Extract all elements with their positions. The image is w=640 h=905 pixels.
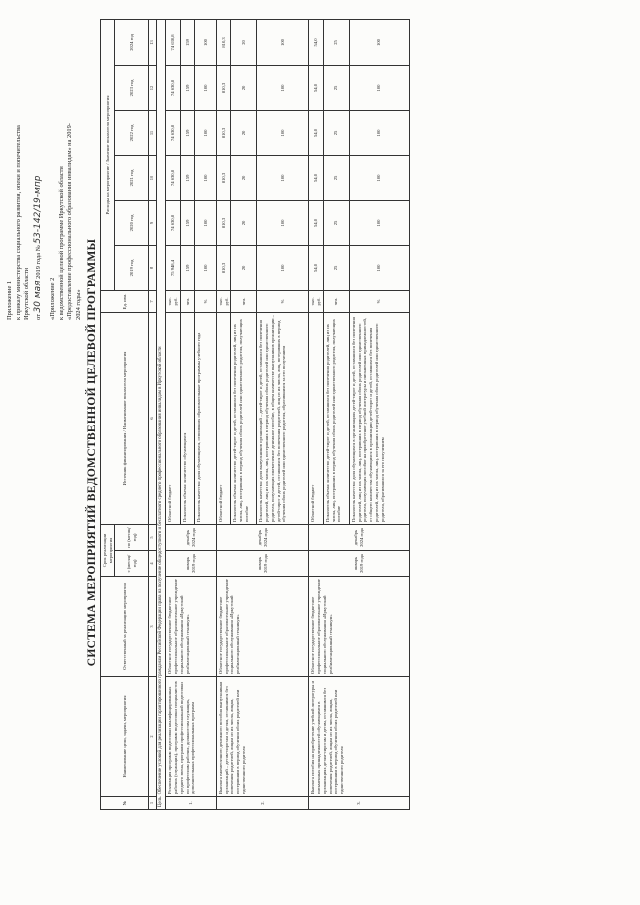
indicator-value: 810,3 — [216, 111, 230, 156]
handwritten-date: 30 мая — [32, 280, 43, 313]
appendix-line: 2024 годы» — [74, 289, 82, 320]
responsible-org: Областное государственное бюджетное профессиональное образовательное учреждение социального обслуживания «Иркутский реабилитационный техникум» — [166, 577, 216, 677]
appendix-header — [6, 20, 84, 320]
indicator-value: 74 630,8 — [166, 66, 180, 111]
header-source: Источник финансирования / Наименование показателя мероприятия — [101, 313, 149, 525]
header-year: 2021 год — [115, 156, 149, 201]
indicator-value: 100 — [194, 201, 216, 246]
appendix-line: Иркутской области — [23, 267, 31, 320]
indicator-value: 159 — [180, 66, 194, 111]
indicator-value: 100 — [257, 19, 309, 65]
appendix-line: «Предоставление профессионального образования инвалидам» на 2019- — [66, 123, 74, 320]
handwritten-number: 53-142/19-мпр — [32, 175, 43, 244]
indicator-value: 810,3 — [216, 201, 230, 246]
indicator-source: Показатель качества: доля обучающихся, освоивших образовательные программы учебного года — [194, 313, 216, 525]
indicator-unit: чел. — [180, 291, 194, 313]
header-term: Срок реализации мероприятия — [101, 525, 115, 577]
indicator-value: 100 — [194, 111, 216, 156]
indicator-value: 100 — [349, 156, 409, 201]
measure-name: Реализация программ подготовки квалифицированных рабочих (служащих), программ подготовки специалистов среднего звена, программ профессиональной подготовки по профессиям рабочих, должностям служащих, дополнительных профессиональных программ — [166, 677, 216, 797]
responsible-org: Областное государственное бюджетное профессиональное образовательное учреждение социального обслуживания «Иркутский реабилитационный техникум» — [309, 577, 409, 677]
indicator-value: 20 — [231, 111, 257, 156]
indicator-unit: % — [194, 291, 216, 313]
indicator-value: 810,3 — [216, 246, 230, 291]
term-from: январь 2019 года — [309, 551, 409, 577]
appendix-line: Приложение 1 — [6, 280, 13, 320]
header-term-to: по (месяц/год) — [115, 525, 149, 551]
indicator-source: Показатель объема: количество детей-сирот и детей, оставшихся без попечения родителей, лиц из их числа, лиц, потерявших в период обучения обоих родителей или единственного родителя, получающих пособие — [231, 313, 257, 525]
indicator-value: 810,3 — [216, 66, 230, 111]
appendix-line: к ведомственной целевой программе Иркутской области — [57, 166, 65, 320]
indicator-source: Областной бюджет — [216, 313, 230, 525]
indicator-value: 159 — [180, 246, 194, 291]
header-no: № — [101, 797, 149, 810]
term-to: декабрь 2024 года — [166, 525, 216, 551]
column-numbers-row — [149, 19, 157, 809]
indicator-value: 100 — [194, 19, 216, 65]
column-number: 8 — [149, 246, 157, 291]
date-prefix: от — [34, 314, 42, 320]
indicator-value: 159 — [180, 156, 194, 201]
indicator-unit: тыс. руб. — [309, 291, 323, 313]
header-expenses: Расходы на мероприятие / Значение показателя мероприятия — [101, 19, 115, 290]
indicator-source: Областной бюджет — [309, 313, 323, 525]
indicator-unit: % — [349, 291, 409, 313]
column-number: 7 — [149, 291, 157, 313]
indicator-value: 100 — [349, 201, 409, 246]
indicator-source: Показатель объема: количество детей-сирот и детей, оставшихся без попечения родителей, лиц из их числа, лиц, потерявших в период обучения обоих родителей или единственного родителя, получающих пособие — [323, 313, 349, 525]
indicator-source: Показатель объема: количество обучающихся — [180, 313, 194, 525]
table-row — [309, 19, 323, 809]
term-from: январь 2019 года — [166, 551, 216, 577]
indicator-value: 74 630,8 — [166, 156, 180, 201]
indicator-value: 100 — [194, 66, 216, 111]
goal-text: Цель. Обеспечение условий для реализации гарантированного гражданам Российской Федерации права на получение общедоступного и бесплатного среднего профессионального образования инвалидам в Иркутской области — [157, 19, 166, 809]
goal-row — [157, 19, 166, 809]
appendix-line: «Приложение 2 — [49, 277, 57, 320]
indicator-value: 54,0 — [309, 111, 323, 156]
column-number: 13 — [149, 19, 157, 65]
indicator-value: 100 — [194, 156, 216, 201]
indicator-value: 100 — [349, 19, 409, 65]
indicator-value: 20 — [231, 156, 257, 201]
header-year: 2023 год — [115, 66, 149, 111]
indicator-value: 810,3 — [216, 156, 230, 201]
indicator-value: 75 948,4 — [166, 246, 180, 291]
indicator-unit: тыс. руб. — [216, 291, 230, 313]
indicator-value: 54,0 — [309, 201, 323, 246]
indicator-value: 100 — [257, 111, 309, 156]
indicator-value: 100 — [194, 246, 216, 291]
indicator-value: 159 — [180, 19, 194, 65]
appendix-date-line — [32, 20, 44, 320]
indicator-value: 100 — [257, 66, 309, 111]
indicator-source: Показатель качества: доля выпускников организаций – детей-сирот и детей, оставшихся без попечения родителей, лиц из их числа, лиц, потерявших в период обучения обоих родителей или единственного родителя, получающих ежемесячное денежное пособие, в общем количестве выпускников организации – детей-сирот и детей, оставшихся без попечения родителей, лиц из их числа, лиц, потерявших в период обучения обоих родителей или единственного родителя, обратившихся за его получением — [257, 313, 309, 525]
indicator-value: 74 630,8 — [166, 201, 180, 246]
header-year: 2022 год — [115, 111, 149, 156]
column-number: 9 — [149, 201, 157, 246]
indicator-value: 159 — [180, 111, 194, 156]
column-number: 5 — [149, 525, 157, 551]
indicator-value: 25 — [323, 156, 349, 201]
indicator-value: 54,0 — [309, 19, 323, 65]
indicator-value: 25 — [323, 66, 349, 111]
header-term-from: с (месяц/год) — [115, 551, 149, 577]
column-number: 11 — [149, 111, 157, 156]
indicator-value: 100 — [349, 111, 409, 156]
indicator-value: 20 — [231, 201, 257, 246]
indicator-value: 25 — [323, 201, 349, 246]
indicator-source: Показатель качества: доля обучающихся в организациях детей-сирот и детей, оставшихся без попечения родителей, лиц из их числа, лиц, потерявших в период обучения обоих родителей или единственного родителя, получающих пособие на приобретение учебной литературы и письменных принадлежностей, от общего количества обучающихся в организации детей-сирот и детей, оставшихся без попечения родителей, лиц из их числа, лиц, потерявших в период обучения обоих родителей или единственного родителя, обратившихся за его получением — [349, 313, 409, 525]
indicator-value: 100 — [257, 201, 309, 246]
term-from: январь 2019 года — [216, 551, 308, 577]
responsible-org: Областное государственное бюджетное профессиональное образовательное учреждение социального обслуживания «Иркутский реабилитационный техникум» — [216, 577, 308, 677]
indicator-value: 159 — [180, 201, 194, 246]
term-to: декабрь 2024 года — [309, 525, 409, 551]
column-number: 2 — [149, 677, 157, 797]
row-number: 2. — [216, 797, 308, 810]
indicator-value: 100 — [349, 66, 409, 111]
row-number: 3. — [309, 797, 409, 810]
indicator-unit: чел. — [231, 291, 257, 313]
header-name: Наименование цели, задачи, мероприятия — [101, 677, 149, 797]
indicator-value: 25 — [323, 246, 349, 291]
term-to: декабрь 2024 года — [216, 525, 308, 551]
column-number: 12 — [149, 66, 157, 111]
indicator-value: 54,0 — [309, 66, 323, 111]
indicator-value: 100 — [257, 246, 309, 291]
column-number: 3 — [149, 577, 157, 677]
indicator-unit: чел. — [323, 291, 349, 313]
header-unit: Ед. изм. — [101, 291, 149, 313]
indicator-value: 810,3 — [216, 19, 230, 65]
appendix-line: к приказу министерства социального развития, опеки и попечительства — [14, 125, 22, 320]
column-number: 6 — [149, 313, 157, 525]
table-row — [166, 19, 180, 809]
column-number: 10 — [149, 156, 157, 201]
table-row — [216, 19, 230, 809]
table-body — [157, 19, 409, 809]
document-title: СИСТЕМА МЕРОПРИЯТИЙ ВЕДОМСТВЕННОЙ ЦЕЛЕВОЙ ПРОГРАММЫ — [86, 238, 98, 667]
indicator-value: 74 630,8 — [166, 111, 180, 156]
program-table — [100, 19, 410, 810]
indicator-value: 20 — [231, 66, 257, 111]
measure-name: Выплата пособия на приобретение учебной литературы и письменных принадлежностей обучающимся в организациях детям-сиротам и детям, оставшимся без попечения родителей, лицам из их числа, лицам, потерявшим в период обучения обоих родителей или единственного родителя — [309, 677, 409, 797]
indicator-unit: тыс. руб. — [166, 291, 180, 313]
indicator-value: 100 — [349, 246, 409, 291]
indicator-value: 25 — [323, 19, 349, 65]
indicator-value: 54,0 — [309, 246, 323, 291]
indicator-value: 20 — [231, 19, 257, 65]
column-number: 4 — [149, 551, 157, 577]
indicator-value: 54,0 — [309, 156, 323, 201]
indicator-value: 20 — [231, 246, 257, 291]
row-number: 1. — [166, 797, 216, 810]
column-number: 1 — [149, 797, 157, 810]
indicator-value: 100 — [257, 156, 309, 201]
indicator-unit: % — [257, 291, 309, 313]
header-year: 2020 год — [115, 201, 149, 246]
indicator-value: 74 630,8 — [166, 19, 180, 65]
header-responsible: Ответственный за реализацию мероприятия — [101, 577, 149, 677]
date-mid: 2019 года № — [34, 245, 42, 279]
header-year: 2019 год — [115, 246, 149, 291]
measure-name: Выплата ежемесячного денежного пособия выпускникам организаций – детям-сиротам и детям, оставшимся без попечения родителей, лицам из их числа, лицам, потерявшим в период обучения обоих родителей или единственного родителя — [216, 677, 308, 797]
indicator-source: Областной бюджет — [166, 313, 180, 525]
indicator-value: 25 — [323, 111, 349, 156]
header-year: 2024 год — [115, 19, 149, 65]
